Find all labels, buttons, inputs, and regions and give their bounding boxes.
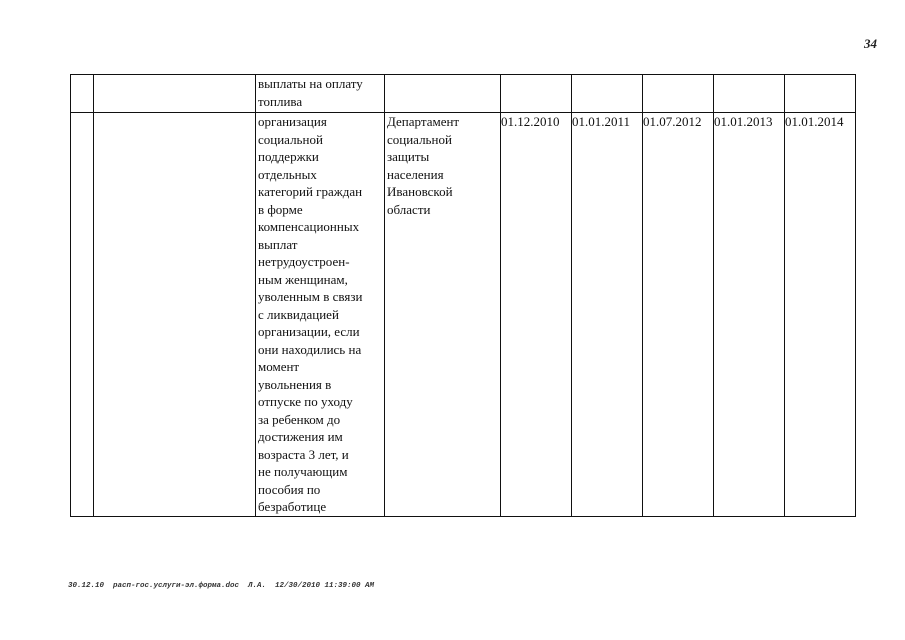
document-footer: 30.12.10 расп-гос.услуги-эл.форма.doc Л.А. 12/30/2010 11:39:00 AM: [68, 582, 375, 590]
table-cell-date-stage-4: 01.01.2013: [714, 113, 785, 517]
table-cell-number: [71, 75, 94, 113]
table-cell-date: [643, 75, 714, 113]
table-cell-date: [785, 75, 856, 113]
table-cell-responsible: [385, 75, 501, 113]
table-cell-description: организация социальной поддержки отдельных категорий граждан в форме компенсационных выплат нетрудоустроен- ным женщинам, уволенным в связи с ликвидацией организации, если они находились на момент увольнения в отпуске по уходу за ребенком до достижения им возраста 3 лет, и не получающим пособия по безработице: [256, 113, 385, 517]
table-cell-date-stage-5: 01.01.2014: [785, 113, 856, 517]
table-cell-date: [572, 75, 643, 113]
page-number: 34: [864, 36, 877, 51]
table-row: [71, 75, 856, 113]
table-cell-name: [94, 75, 256, 113]
table-cell-date: [501, 75, 572, 113]
table-cell-date: [714, 75, 785, 113]
table-cell-date-stage-3: 01.07.2012: [643, 113, 714, 517]
table-cell-date-stage-1: 01.12.2010: [501, 113, 572, 517]
table-cell-continued-text: выплаты на оплату топлива: [256, 75, 385, 113]
services-table: [70, 74, 856, 517]
table-cell-name: [94, 113, 256, 517]
table-cell-responsible: Департамент социальной защиты населения Ивановской области: [385, 113, 501, 517]
table-cell-date-stage-2: 01.01.2011: [572, 113, 643, 517]
table-row: [71, 113, 856, 517]
table-cell-number: [71, 113, 94, 517]
